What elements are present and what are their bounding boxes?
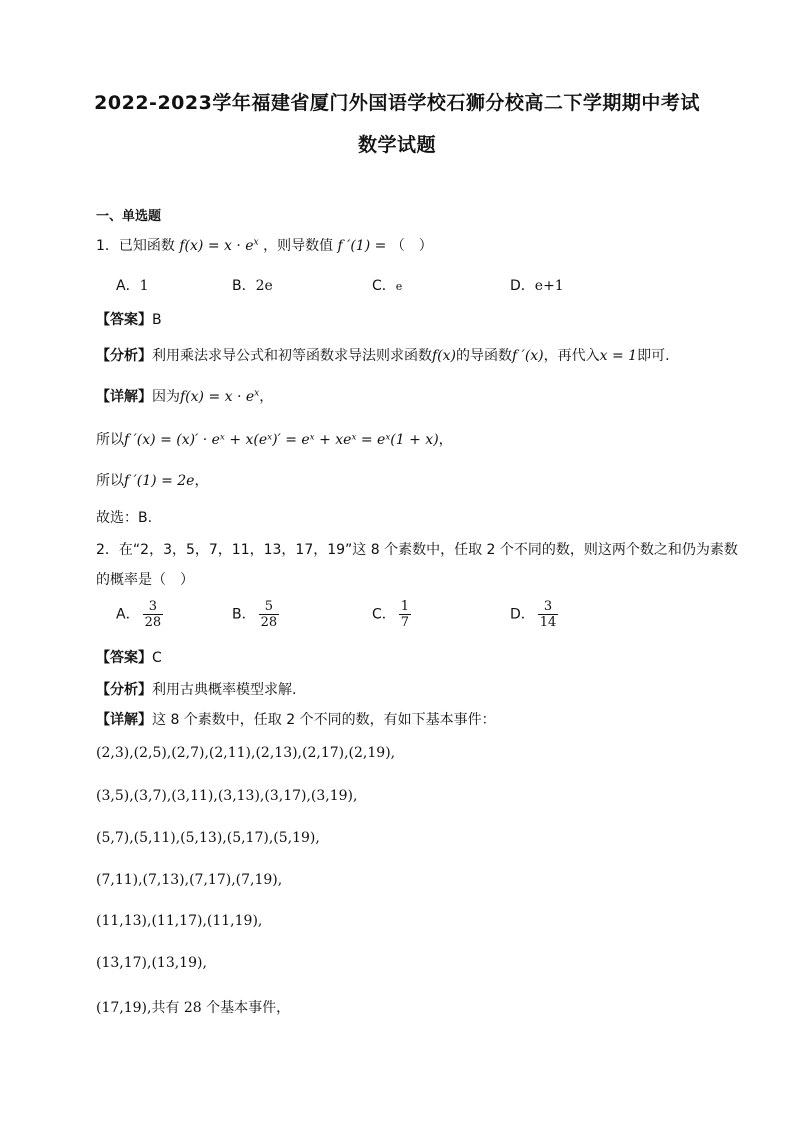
pair-list-line: (3,5),(3,7),(3,11),(3,13),(3,17),(3,19), [96, 788, 358, 804]
fraction-numerator: 3 [538, 599, 559, 615]
option-fraction [399, 599, 411, 630]
analysis-function: f(x) [432, 348, 457, 364]
q2-stem-line-1: 2．在“2，3，5，7，11，13，17，19”这 8 个素数中，任取 2 个不同的数，则这两个数之和仍为素数 [96, 542, 738, 558]
option-fraction [259, 599, 280, 630]
q2-option-a [116, 599, 163, 630]
detail-text: 因为 [152, 389, 180, 405]
q1-conclusion: 故选：B. [96, 510, 153, 526]
q2-detail [96, 709, 496, 729]
fraction-denominator: 14 [539, 615, 557, 630]
step-expression: f ′(x) = (x)′ · eˣ + x(eˣ)′ = eˣ + xeˣ = eˣ(1 + x) [124, 432, 439, 448]
option-label: A． [116, 606, 140, 623]
fraction-denominator: 7 [400, 615, 410, 630]
option-label: B． [232, 278, 256, 294]
analysis-substitution: x = 1 [599, 348, 638, 364]
analysis-text: ，再代入 [543, 348, 600, 364]
q2-answer [96, 647, 162, 667]
detail-function: f(x) = x · e [180, 389, 255, 405]
answer-value: B [152, 312, 162, 328]
q1-detail [96, 386, 273, 406]
step-punct: ， [438, 432, 453, 448]
q1-stem-prefix: 1．已知函数 [96, 238, 175, 254]
q1-stem-mid: ，则导数值 [263, 238, 334, 254]
fraction-denominator: 28 [260, 615, 278, 630]
page-title: 2022-2023学年福建省厦门外国语学校石狮分校高二下学期期中考试 [94, 92, 700, 114]
answer-tag: 【答案】 [96, 312, 152, 328]
detail-tag: 【详解】 [96, 389, 152, 405]
option-fraction [143, 599, 164, 630]
q1-derivative: f ′(1) = [337, 238, 387, 254]
pair-list-line: (13,17),(13,19), [96, 955, 207, 971]
detail-tag: 【详解】 [96, 712, 152, 728]
detail-text: 这 8 个素数中，任取 2 个不同的数，有如下基本事件： [152, 712, 496, 728]
q2-option-b [232, 599, 279, 630]
option-value: e+1 [534, 278, 564, 294]
option-label: B． [232, 606, 256, 623]
q1-step-1 [96, 429, 453, 449]
page-subtitle: 数学试题 [357, 134, 436, 156]
option-value: 1 [139, 278, 149, 294]
step-punct: ， [194, 473, 209, 489]
q1-function: f(x) = x · e [179, 238, 254, 254]
q1-option-a [116, 275, 149, 295]
q1-option-d [510, 275, 564, 295]
pair-list-line: (7,11),(7,13),(7,17),(7,19), [96, 872, 283, 888]
section-heading: 一、单选题 [96, 209, 162, 224]
answer-tag: 【答案】 [96, 650, 152, 666]
q1-answer [96, 309, 162, 329]
q1-step-2 [96, 470, 208, 490]
option-value: 2e [255, 278, 273, 294]
q1-option-b [232, 275, 273, 295]
pair-list-line: (17,19),共有 28 个基本事件， [96, 1000, 291, 1016]
q2-analysis [96, 679, 296, 699]
step-expression: f ′(1) = 2e [124, 473, 195, 489]
option-label: C． [372, 606, 396, 623]
step-prefix: 所以 [96, 432, 124, 448]
pair-list-line: (11,13),(11,17),(11,19), [96, 913, 263, 929]
q1-analysis [96, 345, 670, 365]
option-label: D． [510, 606, 535, 623]
answer-value: C [152, 650, 162, 666]
q2-option-c [372, 599, 411, 630]
option-fraction [538, 599, 559, 630]
analysis-derivative: f ′(x) [512, 348, 544, 364]
option-label: C． [372, 278, 396, 294]
option-value: e [395, 280, 403, 293]
fraction-numerator: 5 [259, 599, 280, 615]
option-label: D． [510, 278, 535, 294]
analysis-text: 利用古典概率模型求解. [152, 682, 297, 698]
q1-stem-suffix: （ ） [390, 238, 433, 254]
analysis-tag: 【分析】 [96, 682, 152, 698]
fraction-denominator: 28 [144, 615, 162, 630]
pair-list-line: (2,3),(2,5),(2,7),(2,11),(2,13),(2,17),(2,19), [96, 745, 396, 761]
analysis-text: 的导函数 [456, 348, 513, 364]
detail-exponent: x [254, 388, 260, 399]
pair-list-line: (5,7),(5,11),(5,13),(5,17),(5,19), [96, 830, 320, 846]
analysis-tag: 【分析】 [96, 348, 152, 364]
analysis-text: 利用乘法求导公式和初等函数求导法则求函数 [152, 348, 432, 364]
analysis-text: 即可. [637, 348, 670, 364]
fraction-numerator: 1 [400, 599, 410, 614]
q2-stem-line-2: 的概率是（ ） [96, 572, 194, 588]
step-prefix: 所以 [96, 473, 124, 489]
q2-option-d [510, 599, 558, 630]
option-label: A． [116, 278, 140, 294]
detail-punct: ， [259, 389, 274, 405]
q1-stem [96, 235, 433, 255]
q1-option-c [372, 275, 402, 295]
fraction-numerator: 3 [143, 599, 164, 615]
q1-exponent: x [253, 237, 259, 248]
